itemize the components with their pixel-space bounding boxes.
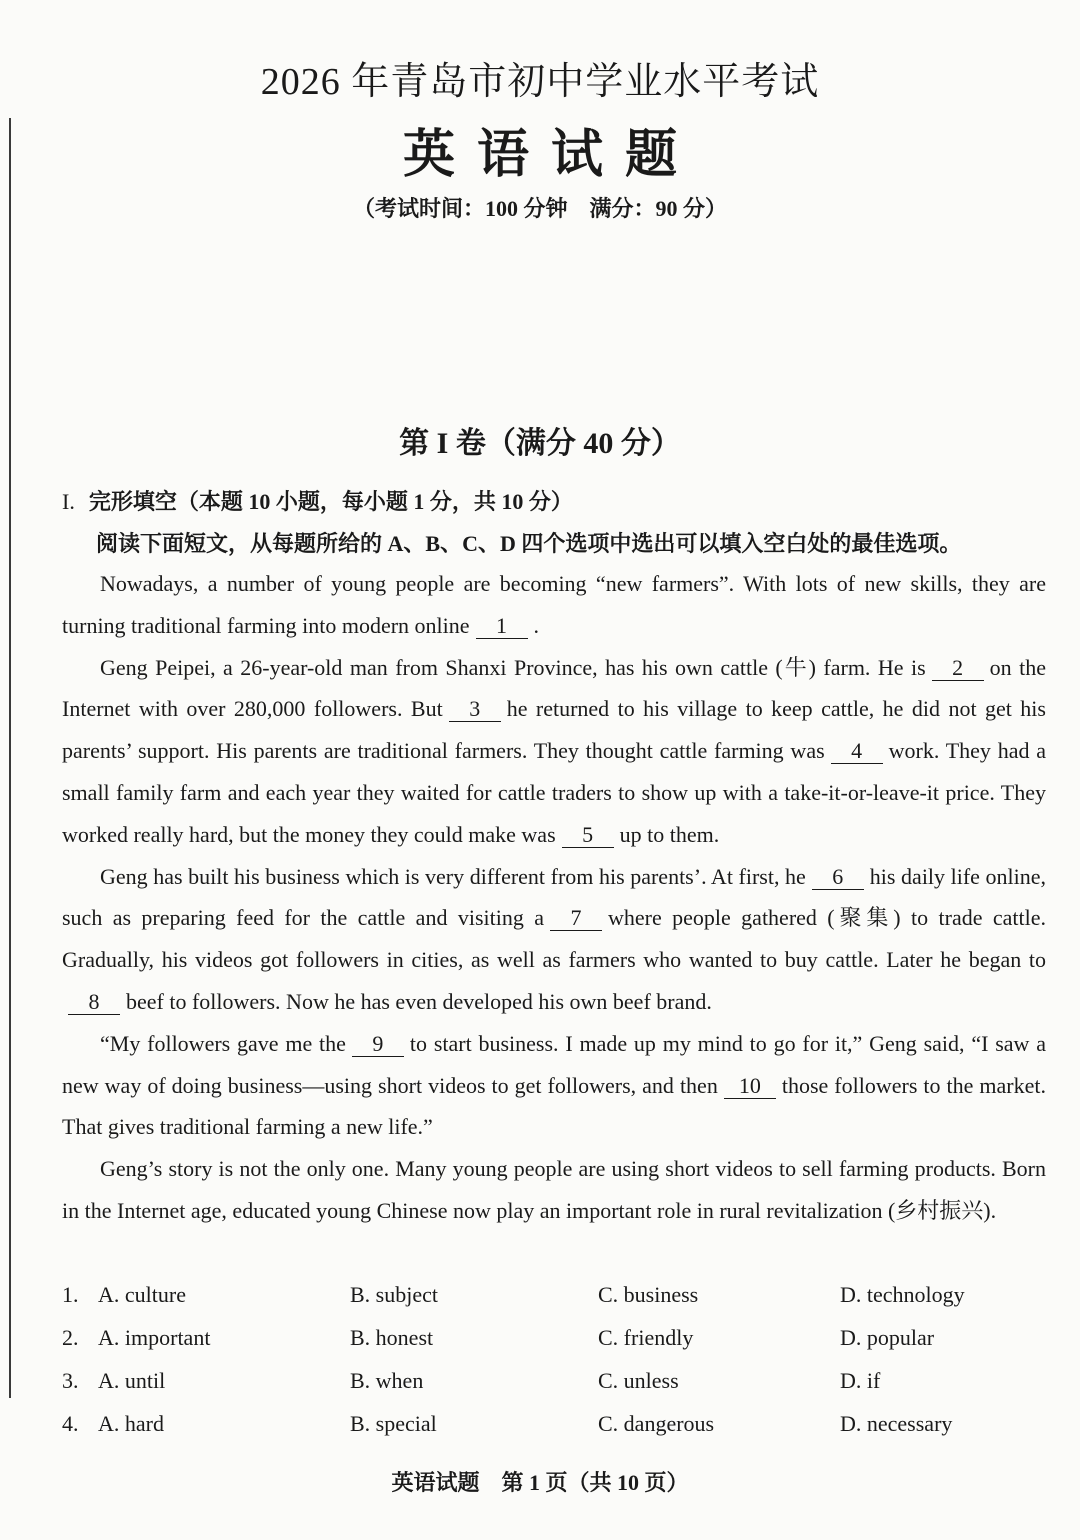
section-number: I. [62, 489, 75, 514]
exam-info: （考试时间：100 分钟 满分：90 分） [352, 196, 727, 221]
option-c: C. unless [598, 1368, 679, 1393]
option-d: D. necessary [840, 1411, 953, 1436]
option-c: C. friendly [598, 1325, 694, 1350]
exam-title: 2026 年青岛市初中学业水平考试 [260, 61, 820, 103]
blank-9: 9 [352, 1032, 404, 1057]
option-c: C. business [598, 1282, 699, 1307]
paragraph-2: Geng Peipei, a 26-year-old man from Shanxi Province, has his own cattle (牛) farm. He is 2 on the Internet with over 280,000 followers. But 3 he returned to his village to keep cattle, he did not get his parents’ support. His parents are traditional farmers. They thought cattle farming was 4 work. They had a small family farm and each year they waited for cattle traders to show up with a take-it-or-leave-it price. They worked really hard, but the money they could make was 5 up to them. [62, 654, 1046, 847]
option-row [62, 1411, 1046, 1454]
option-b: B. when [350, 1368, 424, 1393]
option-d: D. if [840, 1368, 881, 1393]
option-d: D. technology [840, 1282, 965, 1307]
binding-margin-line [9, 118, 11, 1398]
option-b: B. honest [350, 1325, 434, 1350]
option-a: A. culture [98, 1282, 186, 1307]
answer-options [62, 1282, 1046, 1454]
blank-1: 1 [476, 614, 528, 639]
blank-2: 2 [932, 656, 984, 681]
option-a: A. important [98, 1325, 211, 1350]
blank-8: 8 [68, 990, 120, 1015]
question-number: 4. [62, 1411, 79, 1436]
option-row [62, 1368, 1046, 1411]
question-number: 2. [62, 1325, 79, 1350]
question-number: 3. [62, 1368, 79, 1393]
blank-3: 3 [449, 697, 501, 722]
blank-6: 6 [812, 865, 864, 890]
section-instruction: 阅读下面短文，从每题所给的 A、B、C、D 四个选项中选出可以填入空白处的最佳选项。 [96, 531, 962, 556]
option-row [62, 1282, 1046, 1325]
blank-7: 7 [550, 906, 602, 931]
option-d: D. popular [840, 1325, 935, 1350]
part-title: 第 I 卷（满分 40 分） [399, 427, 681, 460]
subject-title: 英语试题 [402, 127, 699, 184]
cloze-passage [62, 563, 1046, 1232]
paragraph-5: Geng’s story is not the only one. Many young people are using short videos to sell farming products. Born in the Internet age, educated young Chinese now play an important role in rural revitalization (乡村振兴). [62, 1156, 1046, 1223]
paragraph-1: Nowadays, a number of young people are becoming “new farmers”. With lots of new skills, they are turning traditional farming into modern online 1 . [62, 571, 1046, 638]
section-header [62, 485, 573, 516]
option-b: B. subject [350, 1282, 438, 1307]
blank-4: 4 [831, 739, 883, 764]
question-number: 1. [62, 1282, 79, 1307]
blank-5: 5 [562, 823, 614, 848]
option-a: A. until [98, 1368, 166, 1393]
blank-10: 10 [724, 1074, 776, 1099]
paragraph-3: Geng has built his business which is very different from his parents’. At first, he 6 his daily life online, such as preparing feed for the cattle and visiting a 7 where people gathered (聚集) to trade cattle. Gradually, his videos got followers in cities, as well as farmers who wanted to buy cattle. Later he began to8 beef to followers. Now he has even developed his own beef brand. [62, 863, 1046, 1014]
option-b: B. special [350, 1411, 437, 1436]
page-footer: 英语试题 第 1 页（共 10 页） [391, 1470, 689, 1495]
section-title: 完形填空（本题 10 小题，每小题 1 分，共 10 分） [88, 489, 573, 514]
option-a: A. hard [98, 1411, 164, 1436]
option-row [62, 1325, 1046, 1368]
paragraph-4: “My followers gave me the 9 to start business. I made up my mind to go for it,” Geng said, “I saw a new way of doing business—using short videos to get followers, and then 10 those followers to the market. That gives traditional farming a new life.” [62, 1030, 1046, 1140]
option-c: C. dangerous [598, 1411, 715, 1436]
